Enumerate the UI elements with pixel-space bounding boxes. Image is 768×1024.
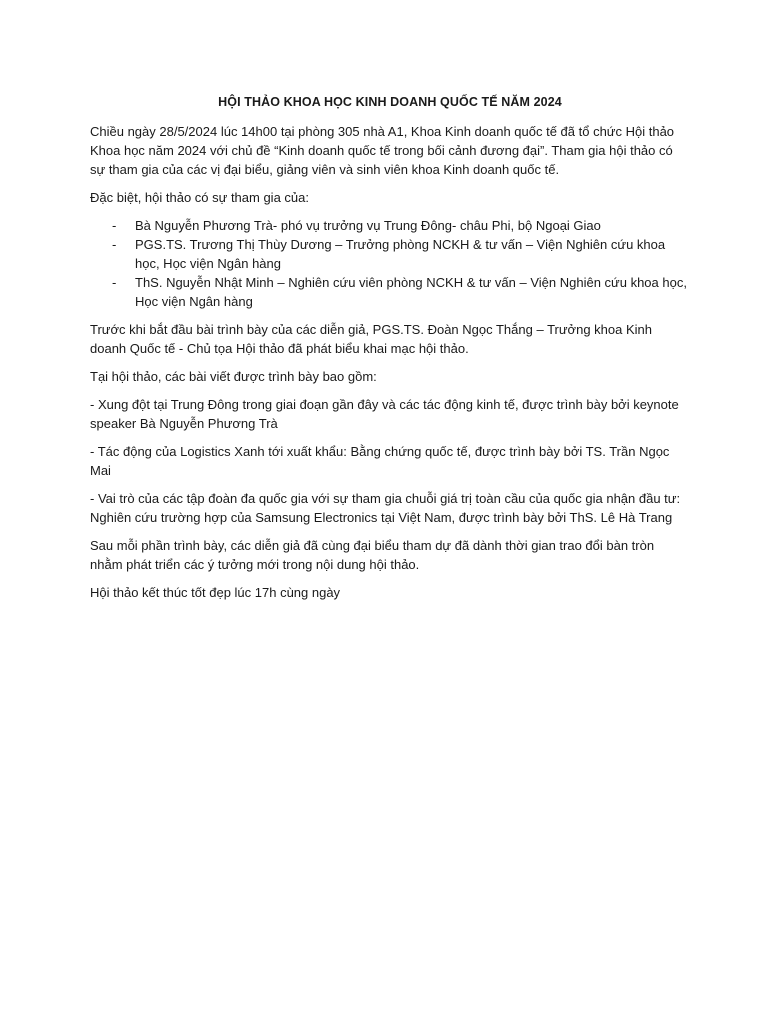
- participant-list: [90, 216, 690, 311]
- discussion-paragraph: Sau mỗi phần trình bày, các diễn giả đã cùng đại biểu tham dự đã dành thời gian trao đổi bàn tròn nhằm phát triển các ý tưởng mới trong nội dung hội thảo.: [90, 538, 655, 572]
- participant-text: ThS. Nguyễn Nhật Minh – Nghiên cứu viên phòng NCKH & tư vấn – Viện Nghiên cứu khoa học, Học viện Ngân hàng: [135, 275, 687, 309]
- bullet-marker: -: [112, 218, 117, 233]
- list-item: [90, 235, 690, 273]
- special-guests-intro: Đặc biệt, hội thảo có sự tham gia của:: [90, 190, 309, 205]
- opening-paragraph: Trước khi bắt đầu bài trình bày của các diễn giả, PGS.TS. Đoàn Ngọc Thắng – Trưởng khoa Kinh doanh Quốc tế - Chủ tọa Hội thảo đã phát biểu khai mạc hội thảo.: [90, 322, 652, 356]
- document-page: [90, 93, 690, 611]
- participant-text: Bà Nguyễn Phương Trà- phó vụ trưởng vụ Trung Đông- châu Phi, bộ Ngoại Giao: [135, 218, 601, 233]
- closing-paragraph: Hội thảo kết thúc tốt đẹp lúc 17h cùng ngày: [90, 585, 341, 600]
- bullet-marker: -: [112, 275, 117, 290]
- participant-text: PGS.TS. Trương Thị Thùy Dương – Trưởng phòng NCKH & tư vấn – Viện Nghiên cứu khoa học, Học viện Ngân hàng: [135, 237, 666, 271]
- presentation-item: - Vai trò của các tập đoàn đa quốc gia với sự tham gia chuỗi giá trị toàn cầu của quốc gia nhận đầu tư: Nghiên cứu trường hợp của Samsung Electronics tại Việt Nam, được trình bày bởi ThS. Lê Hà Trang: [90, 491, 681, 525]
- document-title: HỘI THẢO KHOA HỌC KINH DOANH QUỐC TẾ NĂM 2024: [218, 95, 562, 109]
- bullet-marker: -: [112, 237, 117, 252]
- list-item: [90, 273, 690, 311]
- list-item: [90, 216, 690, 235]
- presentation-item: - Tác động của Logistics Xanh tới xuất khẩu: Bằng chứng quốc tế, được trình bày bởi TS. Trần Ngọc Mai: [90, 444, 670, 478]
- presentation-item: - Xung đột tại Trung Đông trong giai đoạn gần đây và các tác động kinh tế, được trình bày bởi keynote speaker Bà Nguyễn Phương Trà: [90, 397, 679, 431]
- intro-paragraph: Chiều ngày 28/5/2024 lúc 14h00 tại phòng 305 nhà A1, Khoa Kinh doanh quốc tế đã tổ chức Hội thảo Khoa học năm 2024 với chủ đề “Kinh doanh quốc tế trong bối cảnh đương đại”. Tham gia hội thảo có sự tham gia của các vị đại biểu, giảng viên và sinh viên khoa Kinh doanh quốc tế.: [90, 124, 675, 177]
- presentations-intro: Tại hội thảo, các bài viết được trình bày bao gồm:: [90, 369, 377, 384]
